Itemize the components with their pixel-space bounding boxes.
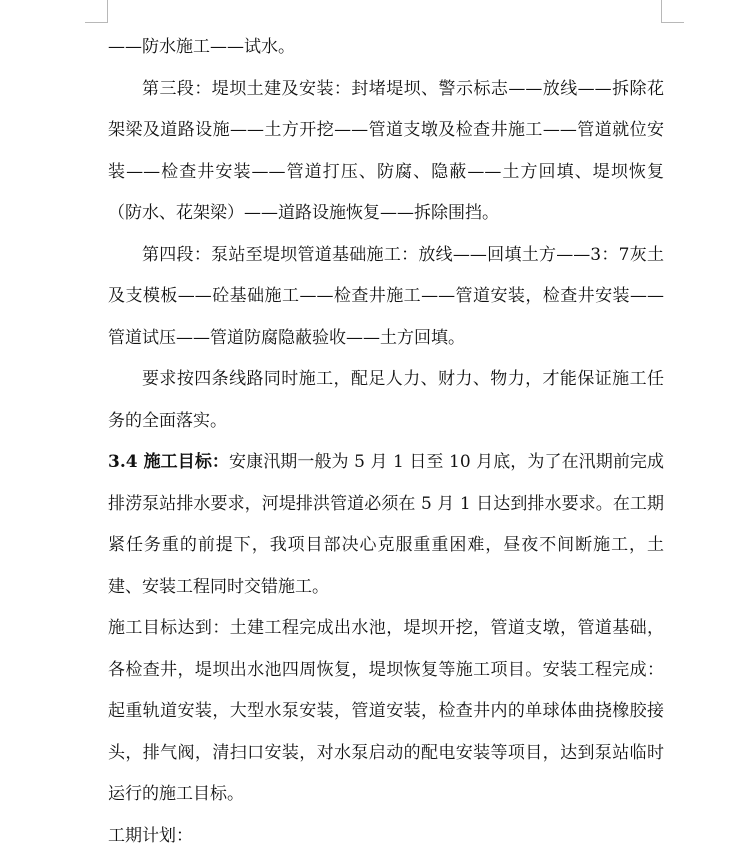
margin-corner-mark-left — [85, 0, 108, 23]
margin-corner-mark-right — [661, 0, 684, 23]
paragraph-goal-achieved: 施工目标达到：土建工程完成出水池，堤坝开挖，管道支墩，管道基础，各检查井，堤坝出水池四周恢复，堤坝恢复等施工项目。安装工程完成：起重轨道安装，大型水泵安装，管道安装，检查井内的单球体曲挠橡胶接头，排气阀，清扫口安装，对水泵启动的配电安装等项目，达到泵站临时运行的施工目标。 — [108, 608, 664, 816]
paragraph-schedule-plan: 工期计划： — [108, 816, 664, 857]
section-heading-3-4: 3.4 施工目标： — [108, 452, 229, 472]
paragraph-requirement: 要求按四条线路同时施工，配足人力、财力、物力，才能保证施工任务的全面落实。 — [108, 359, 664, 442]
construction-goal-text: 安康汛期一般为 5 月 1 日至 10 月底，为了在汛期前完成排涝泵站排水要求，河堤排洪管道必须在 5 月 1 日达到排水要求。在工期紧任务重的前提下，我项目部决心克服重重困难，昼夜不间断施工，土建、安装工程同时交错施工。 — [108, 452, 664, 597]
paragraph-construction-goal — [108, 442, 664, 608]
paragraph-section-four: 第四段：泵站至堤坝管道基础施工：放线——回填土方——3：7灰土及支模板——砼基础施工——检查井施工——管道安装，检查井安装——管道试压——管道防腐隐蔽验收——土方回填。 — [108, 235, 664, 360]
document-body — [108, 27, 664, 857]
paragraph-section-three: 第三段：堤坝土建及安装：封堵堤坝、警示标志——放线——拆除花架梁及道路设施——土方开挖——管道支墩及检查井施工——管道就位安装——检查井安装——管道打压、防腐、隐蔽——土方回填、堤坝恢复（防水、花架梁）——道路设施恢复——拆除围挡。 — [108, 69, 664, 235]
paragraph-continuation: ——防水施工——试水。 — [108, 27, 664, 69]
